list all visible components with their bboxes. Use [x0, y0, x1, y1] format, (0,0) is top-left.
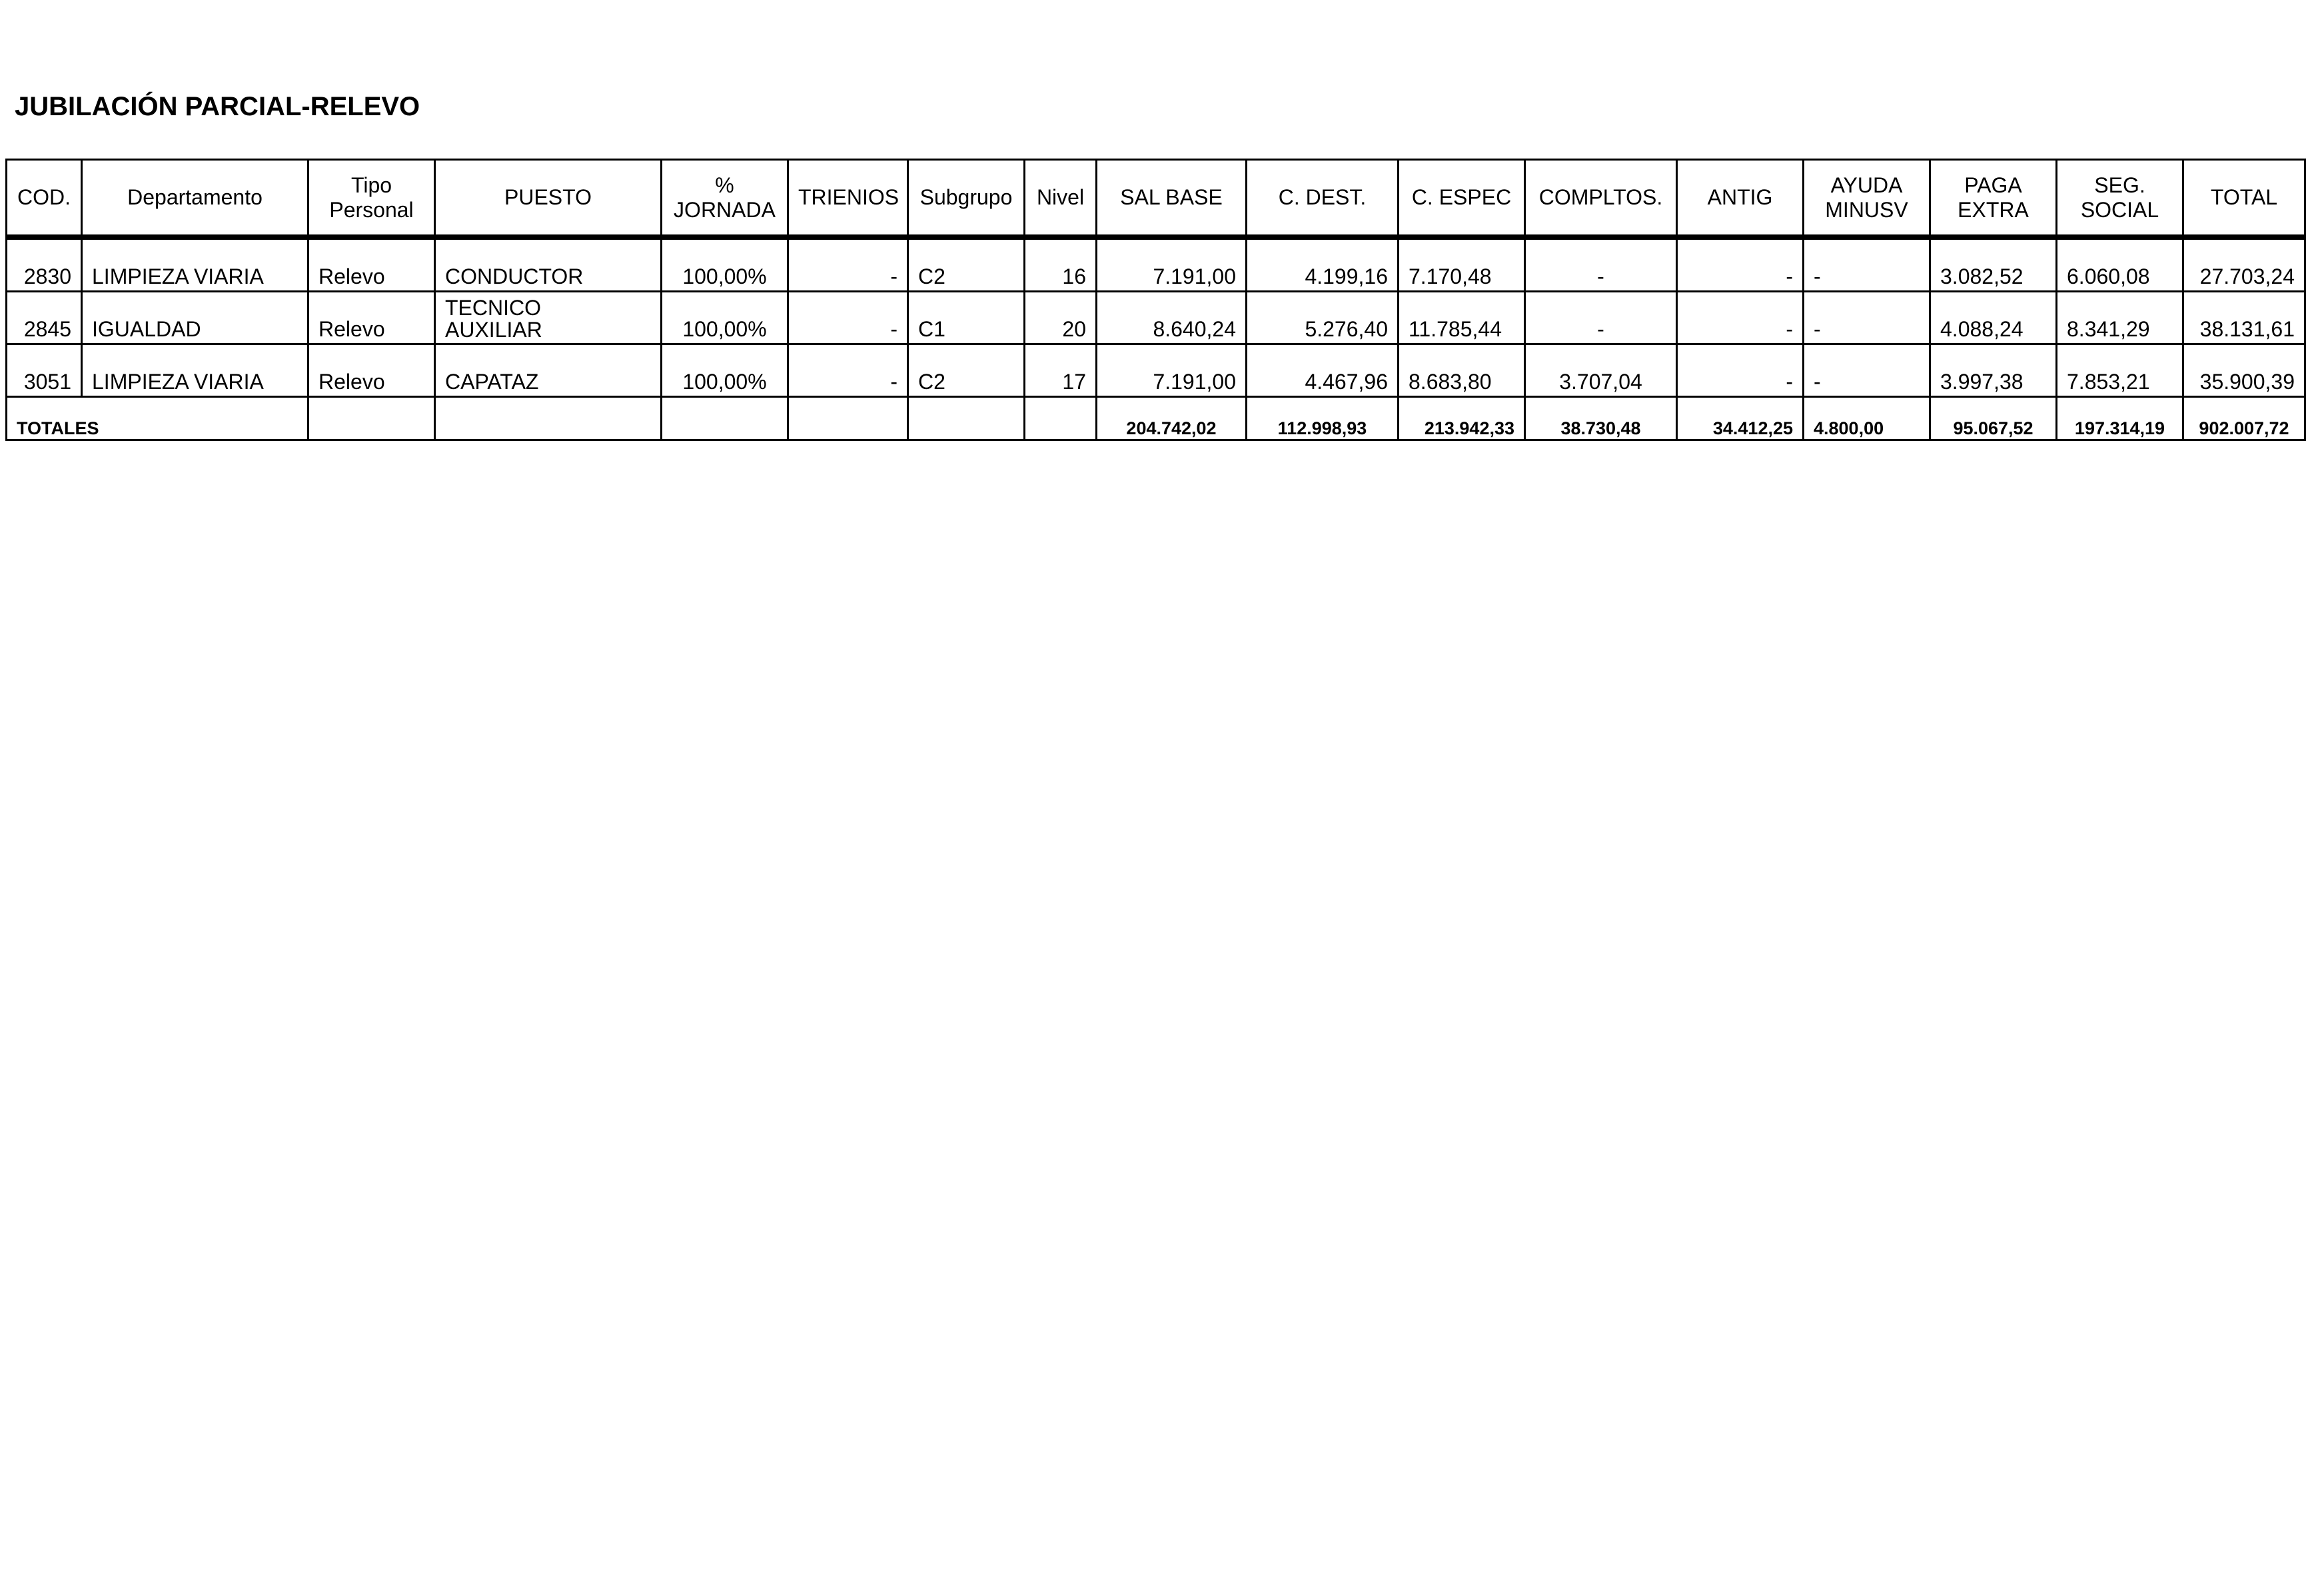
cell-compltos: 3.707,04	[1525, 344, 1677, 397]
totals-c-dest: 112.998,93	[1247, 397, 1399, 440]
col-header-puesto: PUESTO	[435, 160, 662, 238]
col-header-cod: COD.	[7, 160, 82, 238]
totals-row	[7, 397, 2305, 440]
cell-subgrupo: C2	[908, 344, 1025, 397]
col-header-antig: ANTIG	[1677, 160, 1804, 238]
totals-empty-cell	[908, 397, 1025, 440]
cell-total: 27.703,24	[2183, 237, 2305, 292]
cell-c-espec: 8.683,80	[1399, 344, 1525, 397]
cell-nivel: 20	[1025, 292, 1097, 344]
cell-tipo-personal: Relevo	[308, 237, 435, 292]
col-header-paga-extra	[1930, 160, 2057, 238]
totals-c-espec: 213.942,33	[1399, 397, 1525, 440]
totals-antig: 34.412,25	[1677, 397, 1804, 440]
cell-ayuda-minusv: -	[1804, 237, 1930, 292]
cell-jornada: 100,00%	[662, 292, 788, 344]
col-header-paga-extra-line1: PAGA	[1964, 173, 2022, 197]
totals-empty-cell	[662, 397, 788, 440]
cell-departamento: LIMPIEZA VIARIA	[82, 344, 308, 397]
cell-ayuda-minusv: -	[1804, 344, 1930, 397]
col-header-c-dest: C. DEST.	[1247, 160, 1399, 238]
totals-compltos: 38.730,48	[1525, 397, 1677, 440]
cell-puesto-line: CONDUCTOR	[445, 264, 584, 288]
cell-jornada: 100,00%	[662, 344, 788, 397]
col-header-ayuda-minusv-line2: MINUSV	[1825, 197, 1908, 222]
totals-empty-cell	[308, 397, 435, 440]
table-row	[7, 237, 2305, 292]
header-row	[7, 160, 2305, 238]
cell-antig: -	[1677, 237, 1804, 292]
col-header-seg-social-line1: SEG.	[2094, 173, 2145, 197]
cell-paga-extra: 4.088,24	[1930, 292, 2057, 344]
cell-sal-base: 8.640,24	[1097, 292, 1247, 344]
cell-sal-base: 7.191,00	[1097, 237, 1247, 292]
cell-subgrupo: C2	[908, 237, 1025, 292]
totals-ayuda-minusv: 4.800,00	[1804, 397, 1930, 440]
cell-compltos: -	[1525, 292, 1677, 344]
cell-c-espec: 11.785,44	[1399, 292, 1525, 344]
cell-jornada: 100,00%	[662, 237, 788, 292]
col-header-seg-social	[2057, 160, 2183, 238]
cell-sal-base: 7.191,00	[1097, 344, 1247, 397]
table-row	[7, 344, 2305, 397]
cell-departamento: LIMPIEZA VIARIA	[82, 237, 308, 292]
col-header-subgrupo: Subgrupo	[908, 160, 1025, 238]
cell-total: 38.131,61	[2183, 292, 2305, 344]
jubilacion-table	[5, 159, 2306, 441]
col-header-jornada-line2: JORNADA	[674, 197, 776, 222]
col-header-compltos: COMPLTOS.	[1525, 160, 1677, 238]
col-header-jornada	[662, 160, 788, 238]
col-header-trienios: TRIENIOS	[788, 160, 908, 238]
cell-puesto-line: TECNICO	[445, 295, 541, 320]
cell-nivel: 16	[1025, 237, 1097, 292]
col-header-total: TOTAL	[2183, 160, 2305, 238]
totals-label: TOTALES	[7, 397, 308, 440]
page-title: JUBILACIÓN PARCIAL-RELEVO	[15, 92, 420, 121]
col-header-ayuda-minusv	[1804, 160, 1930, 238]
totals-empty-cell	[788, 397, 908, 440]
cell-c-espec: 7.170,48	[1399, 237, 1525, 292]
cell-puesto-line: AUXILIAR	[445, 318, 542, 342]
cell-trienios: -	[788, 237, 908, 292]
cell-tipo-personal: Relevo	[308, 292, 435, 344]
col-header-sal-base: SAL BASE	[1097, 160, 1247, 238]
col-header-tipo-personal-line2: Personal	[329, 197, 414, 222]
cell-seg-social: 8.341,29	[2057, 292, 2183, 344]
col-header-jornada-line1: %	[715, 173, 734, 197]
cell-trienios: -	[788, 344, 908, 397]
cell-puesto-line: CAPATAZ	[445, 369, 539, 394]
col-header-nivel: Nivel	[1025, 160, 1097, 238]
totals-paga-extra: 95.067,52	[1930, 397, 2057, 440]
col-header-paga-extra-line2: EXTRA	[1958, 197, 2029, 222]
totals-seg-social: 197.314,19	[2057, 397, 2183, 440]
cell-nivel: 17	[1025, 344, 1097, 397]
cell-puesto	[435, 292, 662, 344]
cell-trienios: -	[788, 292, 908, 344]
cell-c-dest: 4.467,96	[1247, 344, 1399, 397]
col-header-departamento: Departamento	[82, 160, 308, 238]
cell-tipo-personal: Relevo	[308, 344, 435, 397]
cell-paga-extra: 3.082,52	[1930, 237, 2057, 292]
cell-departamento: IGUALDAD	[82, 292, 308, 344]
cell-cod: 2830	[7, 237, 82, 292]
totals-empty-cell	[1025, 397, 1097, 440]
cell-puesto	[435, 237, 662, 292]
cell-paga-extra: 3.997,38	[1930, 344, 2057, 397]
cell-subgrupo: C1	[908, 292, 1025, 344]
cell-c-dest: 5.276,40	[1247, 292, 1399, 344]
table-row	[7, 292, 2305, 344]
cell-c-dest: 4.199,16	[1247, 237, 1399, 292]
cell-total: 35.900,39	[2183, 344, 2305, 397]
col-header-ayuda-minusv-line1: AYUDA	[1830, 173, 1903, 197]
totals-sal-base: 204.742,02	[1097, 397, 1247, 440]
cell-puesto	[435, 344, 662, 397]
col-header-tipo-personal-line1: Tipo	[350, 173, 392, 197]
cell-seg-social: 7.853,21	[2057, 344, 2183, 397]
totals-total: 902.007,72	[2183, 397, 2305, 440]
cell-antig: -	[1677, 292, 1804, 344]
cell-ayuda-minusv: -	[1804, 292, 1930, 344]
cell-cod: 2845	[7, 292, 82, 344]
totals-empty-cell	[435, 397, 662, 440]
cell-antig: -	[1677, 344, 1804, 397]
cell-compltos: -	[1525, 237, 1677, 292]
cell-cod: 3051	[7, 344, 82, 397]
cell-seg-social: 6.060,08	[2057, 237, 2183, 292]
col-header-c-espec: C. ESPEC	[1399, 160, 1525, 238]
col-header-tipo-personal	[308, 160, 435, 238]
col-header-seg-social-line2: SOCIAL	[2080, 197, 2159, 222]
